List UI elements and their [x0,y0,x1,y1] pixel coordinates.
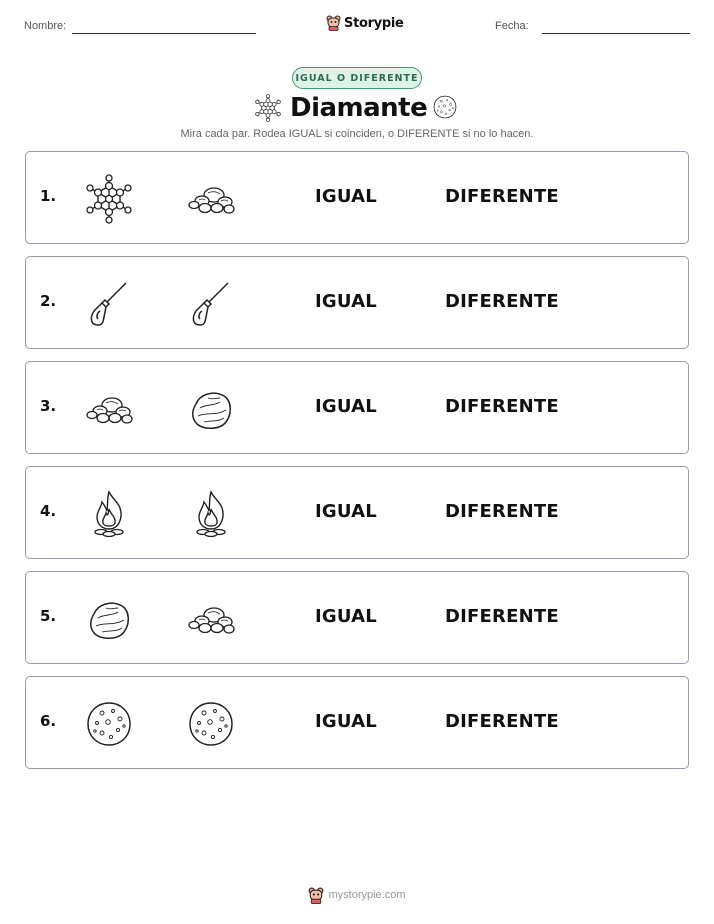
round-stone-icon [432,94,458,120]
bear-mascot-icon [326,15,341,31]
name-field[interactable] [72,33,256,34]
brand-name: Storypie [344,15,404,31]
exercise-row [25,361,689,454]
row-number: 4. [40,502,57,520]
fire-icon [84,489,134,539]
round-stone-icon [186,699,236,749]
same-option[interactable]: IGUAL [315,711,377,732]
row-number: 2. [40,292,57,310]
page-title: Diamante [290,93,428,123]
pebbles-icon [186,594,236,644]
molecule-icon [84,174,134,224]
round-stone-icon [84,699,134,749]
pebbles-icon [84,384,134,434]
exercise-row [25,256,689,349]
worksheet-type-badge: IGUAL O DIFERENTE [292,67,422,89]
footer [0,884,714,906]
different-option[interactable]: DIFERENTE [445,291,559,312]
instructions: Mira cada par. Rodea IGUAL si coinciden, o DIFERENTE si no lo hacen. [180,128,534,140]
fire-icon [186,489,236,539]
same-option[interactable]: IGUAL [315,396,377,417]
worksheet-header [0,0,714,50]
different-option[interactable]: DIFERENTE [445,606,559,627]
date-field[interactable] [542,33,690,34]
exercise-row [25,571,689,664]
exercise-row [25,466,689,559]
chisel-icon [84,279,134,329]
row-number: 3. [40,397,57,415]
exercise-row [25,151,689,244]
different-option[interactable]: DIFERENTE [445,501,559,522]
name-label: Nombre: [24,20,67,32]
different-option[interactable]: DIFERENTE [445,186,559,207]
row-number: 5. [40,607,57,625]
bear-mascot-icon [308,887,324,904]
molecule-icon [254,94,282,122]
same-option[interactable]: IGUAL [315,291,377,312]
row-number: 6. [40,712,57,730]
rock-icon [84,594,134,644]
footer-url: mystorypie.com [328,889,406,901]
exercise-row [25,676,689,769]
chisel-icon [186,279,236,329]
date-label: Fecha: [495,20,529,32]
different-option[interactable]: DIFERENTE [445,711,559,732]
title-row [0,92,714,126]
same-option[interactable]: IGUAL [315,606,377,627]
brand-logo [326,13,404,33]
different-option[interactable]: DIFERENTE [445,396,559,417]
same-option[interactable]: IGUAL [315,186,377,207]
pebbles-icon [186,174,236,224]
row-number: 1. [40,187,57,205]
same-option[interactable]: IGUAL [315,501,377,522]
rock-icon [186,384,236,434]
